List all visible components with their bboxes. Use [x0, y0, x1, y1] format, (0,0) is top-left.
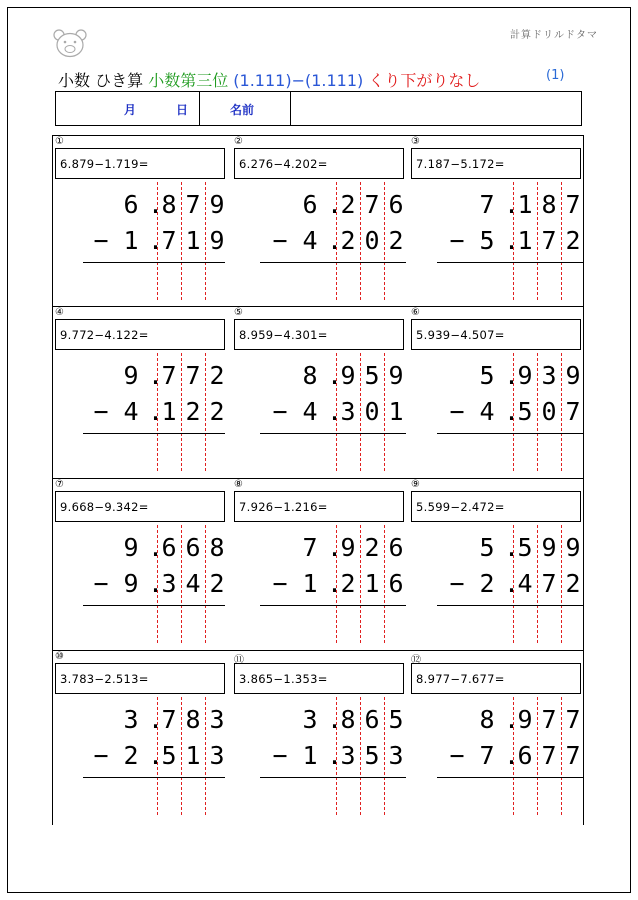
digit: 9 [565, 533, 581, 562]
decimal-point: . [327, 226, 343, 255]
title-pattern: (1.111)−(1.111) [233, 71, 364, 90]
subtrahend-row [232, 397, 408, 431]
digit: 2 [479, 569, 495, 598]
digit: 2 [388, 226, 404, 255]
digit: 2 [340, 190, 356, 219]
digit: 1 [302, 569, 318, 598]
answer-area[interactable] [292, 779, 404, 815]
digit: 1 [388, 397, 404, 426]
answer-area[interactable] [469, 435, 581, 471]
digit: 2 [209, 397, 225, 426]
expression-box [411, 663, 581, 694]
expression-text: 6.879−1.719= [60, 157, 149, 171]
digit: 7 [161, 361, 177, 390]
decimal-point: . [504, 569, 520, 598]
problem-number: ⑧ [234, 479, 243, 490]
digit: 7 [479, 741, 495, 770]
worksheet-title [58, 68, 480, 91]
digit: 7 [541, 569, 557, 598]
decimal-point: . [504, 705, 520, 734]
digit: 9 [565, 361, 581, 390]
problem-3 [409, 136, 585, 306]
minuend-row [53, 361, 229, 395]
subtrahend-row [53, 226, 229, 260]
decimal-point: . [327, 397, 343, 426]
answer-underline [260, 262, 406, 263]
answer-underline [83, 433, 225, 434]
subtrahend-row [232, 569, 408, 603]
expression-box [234, 663, 404, 694]
date-cell[interactable] [56, 92, 200, 125]
minuend-row [53, 705, 229, 739]
minus-sign: − [93, 741, 109, 770]
bear-logo-icon [52, 28, 88, 58]
problem-number: ③ [411, 136, 420, 147]
digit: 7 [565, 190, 581, 219]
answer-area[interactable] [292, 607, 404, 643]
minuend-row [409, 533, 585, 567]
minuend-row [232, 361, 408, 395]
expression-text: 5.939−4.507= [416, 328, 505, 342]
expression-box [234, 319, 404, 350]
digit: 5 [364, 741, 380, 770]
subtrahend-row [232, 226, 408, 260]
answer-underline [437, 777, 583, 778]
digit: 7 [565, 397, 581, 426]
answer-underline [83, 777, 225, 778]
month-label: 月 [124, 103, 137, 117]
expression-box [55, 663, 225, 694]
digit: 9 [340, 533, 356, 562]
answer-area[interactable] [292, 264, 404, 300]
minuend-row [232, 533, 408, 567]
digit: 2 [123, 741, 139, 770]
expression-text: 7.187−5.172= [416, 157, 505, 171]
digit: 3 [541, 361, 557, 390]
digit: 9 [123, 569, 139, 598]
problem-number: ⑩ [55, 651, 64, 662]
answer-underline [260, 777, 406, 778]
problem-number: ④ [55, 307, 64, 318]
digit: 7 [479, 190, 495, 219]
problem-number: ⑨ [411, 479, 420, 490]
digit: 5 [479, 533, 495, 562]
decimal-point: . [327, 361, 343, 390]
problem-4 [53, 307, 229, 477]
expression-text: 9.668−9.342= [60, 500, 149, 514]
subtrahend-row [409, 741, 585, 775]
expression-box [234, 148, 404, 179]
digit: 9 [123, 533, 139, 562]
expression-box [411, 319, 581, 350]
digit: 1 [185, 741, 201, 770]
minus-sign: − [449, 226, 465, 255]
problem-number: ② [234, 136, 243, 147]
digit: 4 [302, 397, 318, 426]
problem-number: ⑫ [411, 655, 421, 666]
subtrahend-row [53, 741, 229, 775]
decimal-point: . [148, 226, 164, 255]
sheet-number: (1) [546, 68, 565, 83]
digit: 3 [302, 705, 318, 734]
digit: 2 [364, 533, 380, 562]
digit: 7 [364, 190, 380, 219]
subtrahend-row [232, 741, 408, 775]
problem-number: ⑤ [234, 307, 243, 318]
digit: 5 [388, 705, 404, 734]
digit: 8 [479, 705, 495, 734]
expression-text: 7.926−1.216= [239, 500, 328, 514]
minus-sign: − [93, 226, 109, 255]
decimal-point: . [504, 397, 520, 426]
title-subject: 小数 ひき算 [58, 71, 144, 90]
digit: 0 [541, 397, 557, 426]
digit: 2 [209, 361, 225, 390]
digit: 3 [209, 741, 225, 770]
brand-text: 計算ドリルドタマ [510, 30, 598, 41]
problem-8 [232, 479, 408, 649]
digit: 2 [565, 226, 581, 255]
digit: 1 [161, 397, 177, 426]
digit: 3 [209, 705, 225, 734]
digit: 9 [388, 361, 404, 390]
expression-text: 9.772−4.122= [60, 328, 149, 342]
digit: 7 [565, 741, 581, 770]
problem-number: ⑥ [411, 307, 420, 318]
expression-box [234, 491, 404, 522]
answer-area[interactable] [469, 264, 581, 300]
digit: 3 [123, 705, 139, 734]
digit: 6 [388, 569, 404, 598]
minuend-row [409, 705, 585, 739]
subtrahend-row [53, 397, 229, 431]
digit: 3 [340, 397, 356, 426]
digit: 6 [388, 533, 404, 562]
problem-1 [53, 136, 229, 306]
minus-sign: − [272, 741, 288, 770]
digit: 2 [185, 397, 201, 426]
minus-sign: − [93, 569, 109, 598]
digit: 6 [161, 533, 177, 562]
answer-underline [83, 262, 225, 263]
digit: 4 [479, 397, 495, 426]
answer-area[interactable] [469, 779, 581, 815]
problem-7 [53, 479, 229, 649]
digit: 9 [517, 361, 533, 390]
digit: 5 [517, 533, 533, 562]
digit: 8 [185, 705, 201, 734]
decimal-point: . [504, 533, 520, 562]
problem-number: ⑦ [55, 479, 64, 490]
problem-2 [232, 136, 408, 306]
decimal-point: . [148, 705, 164, 734]
digit: 2 [340, 226, 356, 255]
digit: 1 [123, 226, 139, 255]
digit: 1 [185, 226, 201, 255]
answer-underline [260, 433, 406, 434]
digit: 0 [364, 226, 380, 255]
minus-sign: − [272, 226, 288, 255]
digit: 1 [517, 226, 533, 255]
minuend-row [53, 190, 229, 224]
digit: 4 [517, 569, 533, 598]
decimal-point: . [148, 533, 164, 562]
decimal-point: . [504, 190, 520, 219]
decimal-point: . [148, 190, 164, 219]
problem-number: ① [55, 136, 64, 147]
digit: 7 [161, 705, 177, 734]
digit: 2 [565, 569, 581, 598]
expression-text: 6.276−4.202= [239, 157, 328, 171]
digit: 6 [302, 190, 318, 219]
digit: 9 [517, 705, 533, 734]
name-date-bar [55, 91, 582, 126]
digit: 5 [517, 397, 533, 426]
digit: 9 [541, 533, 557, 562]
minuend-row [53, 533, 229, 567]
problem-6 [409, 307, 585, 477]
decimal-point: . [504, 361, 520, 390]
problem-11 [232, 651, 408, 821]
minus-sign: − [272, 397, 288, 426]
answer-area[interactable] [113, 607, 225, 643]
answer-area[interactable] [113, 435, 225, 471]
subtrahend-row [409, 226, 585, 260]
minuend-row [409, 361, 585, 395]
digit: 5 [479, 226, 495, 255]
answer-underline [437, 262, 583, 263]
problem-5 [232, 307, 408, 477]
decimal-point: . [327, 533, 343, 562]
digit: 5 [479, 361, 495, 390]
problem-number: ⑪ [234, 655, 244, 666]
digit: 6 [364, 705, 380, 734]
digit: 1 [364, 569, 380, 598]
expression-text: 5.599−2.472= [416, 500, 505, 514]
digit: 8 [209, 533, 225, 562]
decimal-point: . [504, 226, 520, 255]
digit: 5 [161, 741, 177, 770]
digit: 4 [123, 397, 139, 426]
problem-10 [53, 651, 229, 821]
digit: 3 [340, 741, 356, 770]
digit: 8 [302, 361, 318, 390]
digit: 7 [185, 190, 201, 219]
answer-area[interactable] [469, 607, 581, 643]
expression-box [55, 491, 225, 522]
digit: 8 [340, 705, 356, 734]
decimal-point: . [327, 190, 343, 219]
day-label: 日 [176, 103, 189, 117]
expression-text: 3.783−2.513= [60, 672, 149, 686]
decimal-point: . [148, 361, 164, 390]
minuend-row [232, 190, 408, 224]
digit: 7 [185, 361, 201, 390]
digit: 4 [302, 226, 318, 255]
decimal-point: . [148, 741, 164, 770]
answer-area[interactable] [292, 435, 404, 471]
digit: 6 [388, 190, 404, 219]
digit: 9 [209, 226, 225, 255]
digit: 1 [302, 741, 318, 770]
decimal-point: . [504, 741, 520, 770]
digit: 8 [161, 190, 177, 219]
digit: 7 [541, 226, 557, 255]
digit: 6 [123, 190, 139, 219]
expression-text: 3.865−1.353= [239, 672, 328, 686]
decimal-point: . [148, 569, 164, 598]
minus-sign: − [449, 397, 465, 426]
minus-sign: − [449, 741, 465, 770]
digit: 7 [541, 741, 557, 770]
problem-9 [409, 479, 585, 649]
digit: 2 [340, 569, 356, 598]
digit: 0 [364, 397, 380, 426]
answer-area[interactable] [113, 779, 225, 815]
digit: 9 [123, 361, 139, 390]
minuend-row [232, 705, 408, 739]
subtrahend-row [409, 569, 585, 603]
digit: 5 [364, 361, 380, 390]
answer-underline [83, 605, 225, 606]
digit: 7 [161, 226, 177, 255]
decimal-point: . [327, 741, 343, 770]
problem-12 [409, 651, 585, 821]
expression-text: 8.977−7.677= [416, 672, 505, 686]
decimal-point: . [327, 569, 343, 598]
digit: 3 [388, 741, 404, 770]
title-condition: くり下がりなし [368, 71, 481, 90]
subtrahend-row [409, 397, 585, 431]
minus-sign: − [272, 569, 288, 598]
name-label: 名前 [230, 103, 255, 117]
digit: 6 [517, 741, 533, 770]
expression-box [55, 148, 225, 179]
digit: 1 [517, 190, 533, 219]
digit: 3 [161, 569, 177, 598]
decimal-point: . [148, 397, 164, 426]
answer-underline [437, 605, 583, 606]
answer-underline [260, 605, 406, 606]
answer-area[interactable] [113, 264, 225, 300]
digit: 9 [209, 190, 225, 219]
digit: 7 [302, 533, 318, 562]
name-label-cell [200, 92, 291, 125]
answer-underline [437, 433, 583, 434]
name-field[interactable] [291, 92, 581, 125]
expression-box [411, 491, 581, 522]
decimal-point: . [327, 705, 343, 734]
minuend-row [409, 190, 585, 224]
subtrahend-row [53, 569, 229, 603]
minus-sign: − [449, 569, 465, 598]
expression-text: 8.959−4.301= [239, 328, 328, 342]
expression-box [411, 148, 581, 179]
digit: 7 [541, 705, 557, 734]
digit: 9 [340, 361, 356, 390]
digit: 8 [541, 190, 557, 219]
digit: 7 [565, 705, 581, 734]
digit: 2 [209, 569, 225, 598]
expression-box [55, 319, 225, 350]
minus-sign: − [93, 397, 109, 426]
digit: 4 [185, 569, 201, 598]
title-level: 小数第三位 [148, 71, 229, 90]
digit: 6 [185, 533, 201, 562]
